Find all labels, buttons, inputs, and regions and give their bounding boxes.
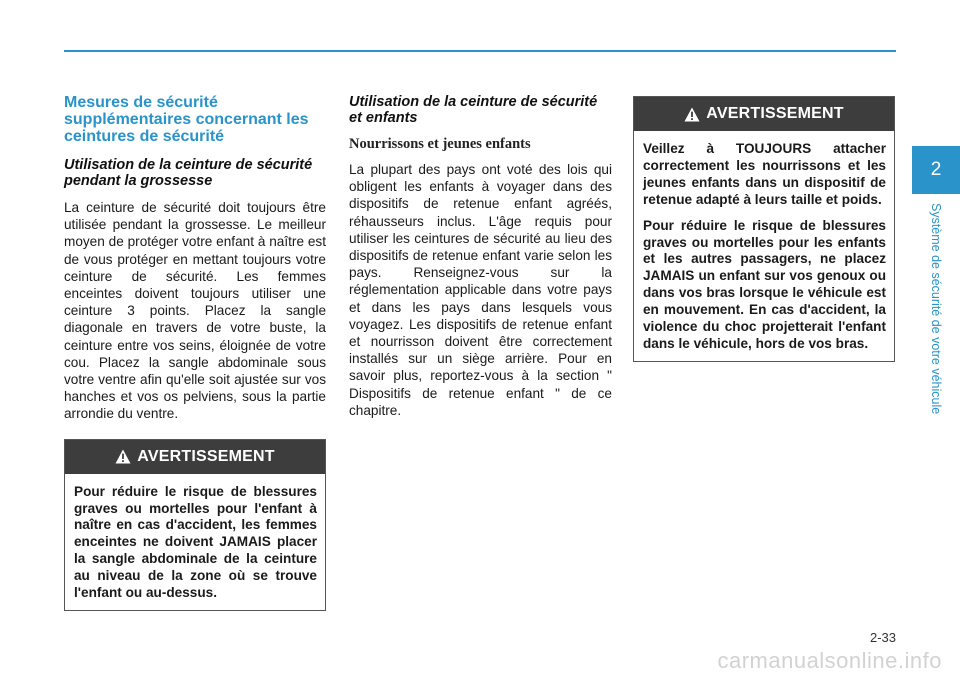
middle-column xyxy=(349,94,612,419)
pregnancy-body-text: La ceinture de sécurité doit toujours être utilisée pendant la grossesse. Le meilleur moyen de protéger votre enfant à naître est de vous protéger en mettant toujours votre ceinture de sécurité. Les femmes enceintes doivent toujours utiliser une ceinture 3 points. Placez la sangle diagonale en travers de votre buste, la ceinture entre vos seins, éloignée de votre cou. Placez la sangle abdominale sous votre ventre afin qu'elle soit ajustée sur vos hanches et vos os pelviens, sous la partie arrondie du ventre. xyxy=(64,200,326,422)
warning-header xyxy=(65,440,325,474)
header-rule xyxy=(64,50,896,52)
warning-body xyxy=(65,474,325,610)
children-subheading: Utilisation de la ceinture de sécurité et enfants xyxy=(349,94,598,126)
warning-body xyxy=(634,131,894,361)
watermark: carmanualsonline.info xyxy=(717,648,942,673)
children-body-text: La plupart des pays ont voté des lois qui obligent les enfants à voyager dans des dispositifs de retenue enfant agréés, réhausseurs inclus. L'âge requis pour utiliser les ceintures de sécurité au lieu des dispositifs de retenue enfant varie selon les pays. Renseignez-vous sur la réglementation applicable dans votre pays et dans les pays dans lesquels vous voyagez. Les dispositifs de retenue enfant et nourrisson doivent être correctement installés sur un siège arrière. Pour en savoir plus, reportez-vous à la section " Dispositifs de retenue enfant " de ce chapitre. xyxy=(349,162,612,418)
warning-text: Pour réduire le risque de blessures graves ou mortelles pour l'enfant à naître en cas d'accident, les femmes enceintes ne doivent JAMAIS placer la sangle abdominale de la ceinture au niveau de la zone où se trouve l'enfant ou au-dessus. xyxy=(74,483,317,601)
chapter-tab: 2 xyxy=(912,146,960,194)
children-warning-box xyxy=(633,96,895,362)
right-column xyxy=(633,96,895,362)
warning-paragraph: Pour réduire le risque de blessures graves ou mortelles pour les enfants et les autres passagers, ne placez JAMAIS un enfant sur vos genoux ou dans vos bras lorsque le véhicule est en mouvement. En cas d'accident, la violence du choc projetterait l'enfant dans le véhicule, hors de vos bras. xyxy=(643,217,886,351)
page-number: 2-33 xyxy=(869,630,896,645)
left-column xyxy=(64,94,326,611)
section-title: Mesures de sécurité supplémentaires concernant les ceintures de sécurité xyxy=(64,94,309,145)
chapter-title: Système de sécurité de votre véhicule xyxy=(929,203,943,415)
warning-title: AVERTISSEMENT xyxy=(706,105,844,122)
warning-triangle-icon xyxy=(684,107,700,122)
warning-triangle-icon xyxy=(115,449,131,464)
warning-header xyxy=(634,97,894,131)
pregnancy-warning-box xyxy=(64,439,326,611)
warning-title: AVERTISSEMENT xyxy=(137,447,275,465)
warning-paragraph: Veillez à TOUJOURS attacher correctement les nourrissons et les jeunes enfants dans un dispositif de retenue adapté à leurs taille et poids. xyxy=(643,141,886,207)
infants-heading: Nourrissons et jeunes enfants xyxy=(349,136,531,152)
pregnancy-subheading: Utilisation de la ceinture de sécurité pendant la grossesse xyxy=(64,157,313,189)
